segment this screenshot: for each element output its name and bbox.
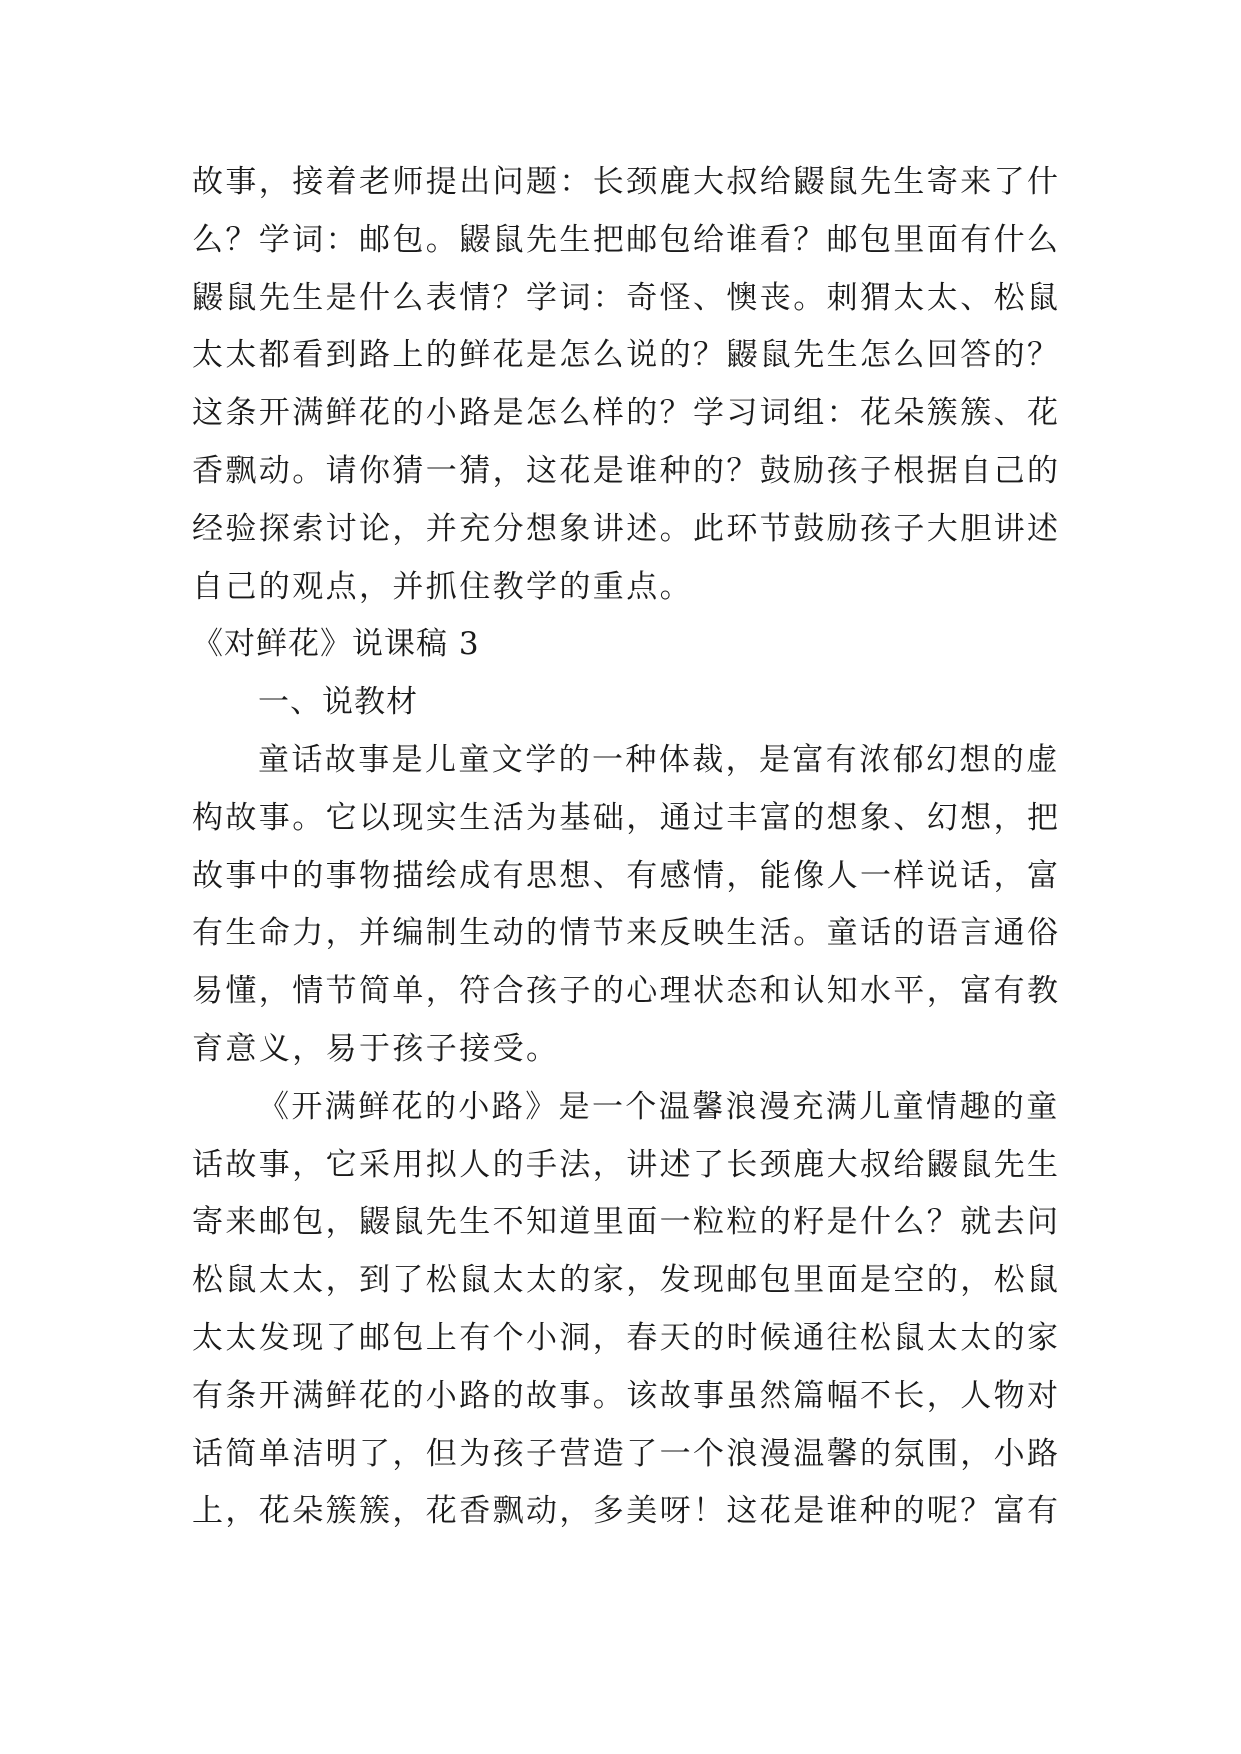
text-line: 这条开满鲜花的小路是怎么样的？学习词组：花朵簇簇、花 (192, 395, 1061, 432)
text-line: 么？学词：邮包。鼹鼠先生把邮包给谁看？邮包里面有什么 (192, 221, 1061, 258)
text-line: 经验探索讨论，并充分想象讲述。此环节鼓励孩子大胆讲述 (192, 510, 1061, 547)
text-line: 太太发现了邮包上有个小洞，春天的时候通往松鼠太太的家 (192, 1319, 1061, 1356)
text-line: 构故事。它以现实生活为基础，通过丰富的想象、幻想，把 (192, 799, 1061, 836)
section-title: 《对鲜花》说课稿 3 (192, 626, 480, 663)
text-line: 上，花朵簇簇，花香飘动，多美呀！这花是谁种的呢？富有 (192, 1493, 1061, 1530)
text-line: 香飘动。请你猜一猜，这花是谁种的？鼓励孩子根据自己的 (192, 452, 1061, 489)
text-line: 易懂，情节简单，符合孩子的心理状态和认知水平，富有教 (192, 973, 1061, 1010)
paragraph-2 (192, 732, 1061, 1079)
text-line: 自己的观点，并抓住教学的重点。 (192, 568, 693, 605)
text-line: 有生命力，并编制生动的情节来反映生活。童话的语言通俗 (192, 915, 1061, 952)
text-line: 故事，接着老师提出问题：长颈鹿大叔给鼹鼠先生寄来了什 (192, 164, 1061, 200)
text-line: 松鼠太太，到了松鼠太太的家，发现邮包里面是空的，松鼠 (192, 1262, 1061, 1299)
text-line: 育意义，易于孩子接受。 (192, 1030, 560, 1067)
document-body (192, 154, 1061, 1541)
text-line: 故事中的事物描绘成有思想、有感情，能像人一样说话，富 (192, 857, 1061, 894)
text-line: 话故事，它采用拟人的手法，讲述了长颈鹿大叔给鼹鼠先生 (192, 1146, 1061, 1183)
text-line: 童话故事是儿童文学的一种体裁，是富有浓郁幻想的虚 (258, 741, 1060, 778)
paragraph-1 (192, 154, 1061, 616)
paragraph-3 (192, 1079, 1061, 1541)
text-line: 鼹鼠先生是什么表情？学词：奇怪、懊丧。刺猬太太、松鼠 (192, 279, 1061, 316)
text-line: 话简单洁明了，但为孩子营造了一个浪漫温馨的氛围，小路 (192, 1435, 1061, 1472)
text-line: 有条开满鲜花的小路的故事。该故事虽然篇幅不长，人物对 (192, 1377, 1061, 1414)
text-line: 《开满鲜花的小路》是一个温馨浪漫充满儿童情趣的童 (258, 1088, 1060, 1125)
text-line: 太太都看到路上的鲜花是怎么说的？鼹鼠先生怎么回答的？ (192, 337, 1061, 374)
subheading: 一、说教材 (258, 684, 418, 721)
text-line: 寄来邮包，鼹鼠先生不知道里面一粒粒的籽是什么？就去问 (192, 1204, 1061, 1241)
